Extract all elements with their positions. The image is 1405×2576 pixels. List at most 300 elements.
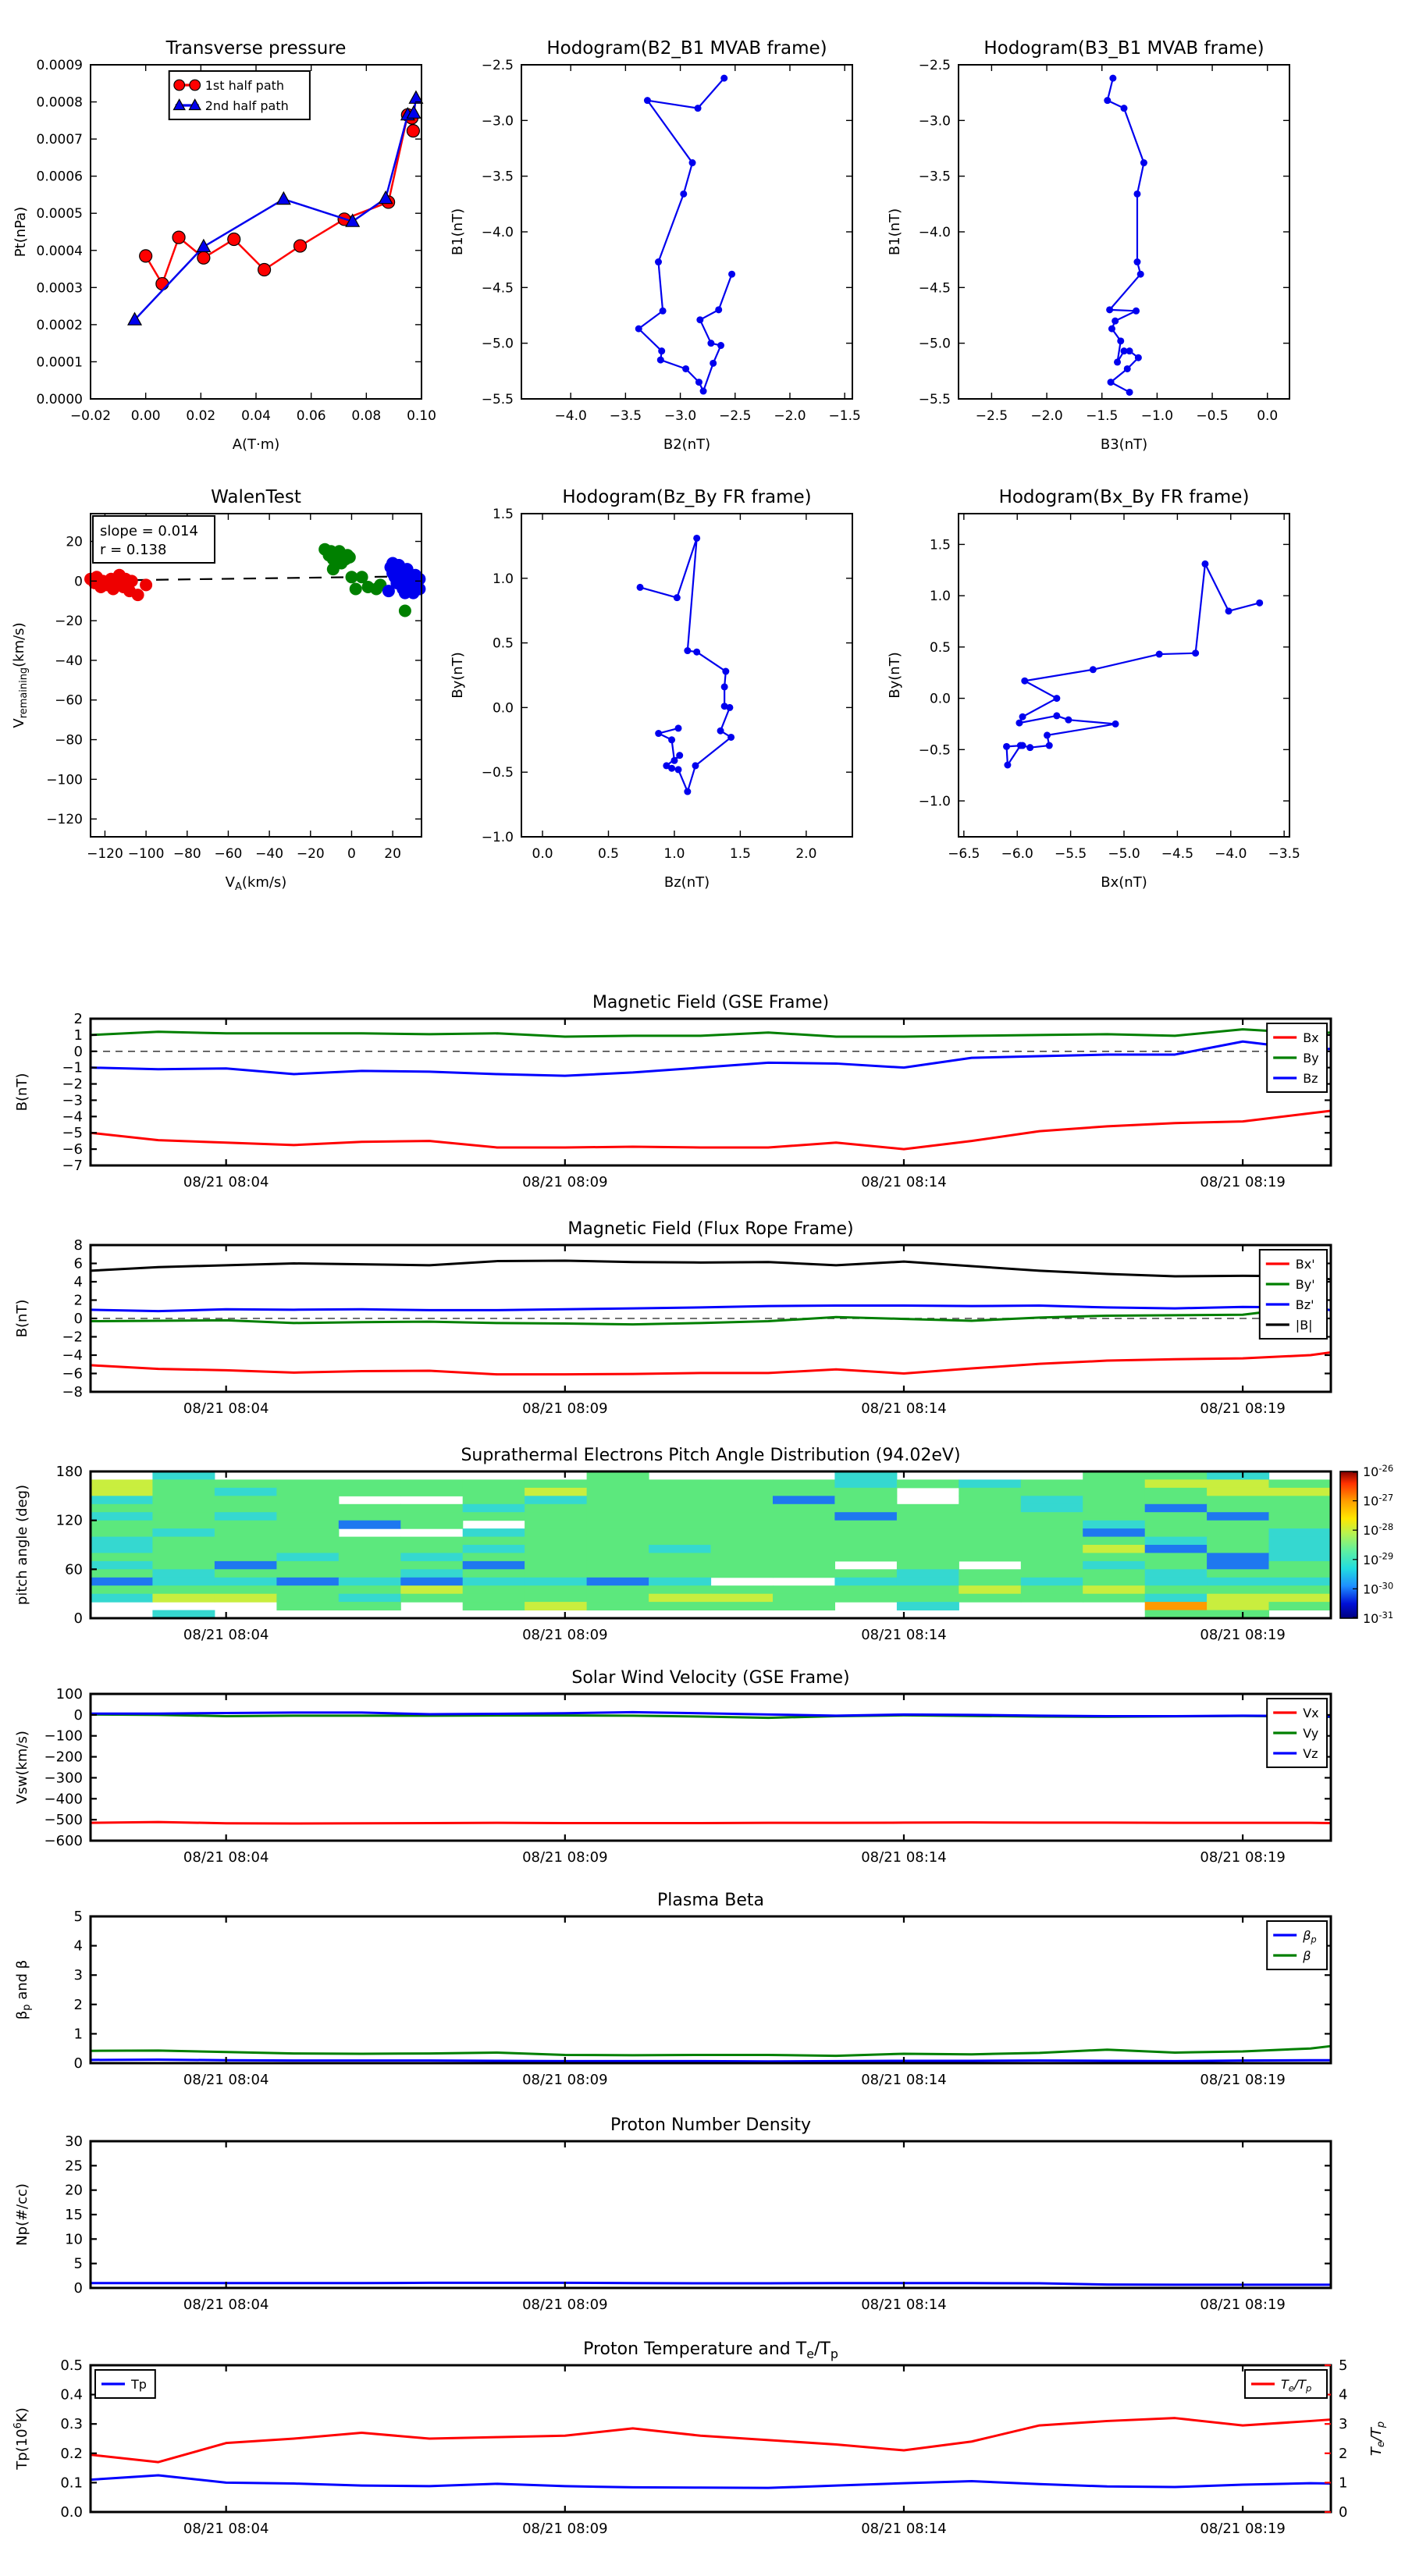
y-tick-label: −5.5	[481, 392, 514, 407]
data-marker	[655, 258, 662, 265]
y-axis-label: $V_{remaining}(km/s)$	[11, 622, 30, 728]
heatmap-cell	[834, 1578, 897, 1586]
y-tick-label: 0.0001	[36, 354, 83, 371]
heatmap-cell	[587, 1561, 649, 1570]
data-marker	[407, 125, 419, 137]
heatmap-cell	[525, 1521, 587, 1529]
x-tick-label: 08/21 08:04	[183, 2072, 269, 2088]
heatmap-cell	[1145, 1594, 1208, 1603]
x-tick-label: 08/21 08:19	[1200, 2072, 1286, 2088]
heatmap-cell	[525, 1504, 587, 1513]
heatmap-cell	[897, 1504, 959, 1513]
x-axis-label: A(T·m)	[232, 436, 280, 453]
x-tick-label: 1.0	[663, 846, 685, 862]
data-marker	[190, 80, 201, 91]
data-marker	[1053, 695, 1060, 702]
heatmap-cell	[463, 1528, 525, 1537]
heatmap-cell	[1207, 1504, 1269, 1513]
heatmap-cell	[1269, 1528, 1332, 1537]
data-marker	[721, 683, 728, 690]
heatmap-cell	[897, 1602, 959, 1610]
heatmap-cell	[152, 1504, 215, 1513]
heatmap-cell	[773, 1496, 835, 1504]
heatmap-cell	[587, 1594, 649, 1603]
heatmap-cell	[773, 1537, 835, 1546]
y-tick-label: 0.0	[929, 691, 951, 707]
x-tick-label: 08/21 08:09	[522, 1174, 608, 1190]
y-tick-label: −4	[62, 1108, 83, 1126]
heatmap-cell	[1021, 1585, 1083, 1594]
y-tick-label: 0.0005	[36, 206, 83, 222]
heatmap-cell	[276, 1504, 339, 1513]
data-marker	[228, 233, 240, 246]
data-marker	[689, 159, 696, 166]
chart-title: Hodogram(B3_B1 MVAB frame)	[984, 38, 1264, 59]
data-marker	[693, 535, 700, 542]
y-tick-label: 0.0003	[36, 280, 83, 297]
y-tick-label: −20	[55, 614, 83, 630]
y-tick-label: 25	[65, 2158, 83, 2175]
x-tick-label: −3.5	[609, 408, 642, 424]
heatmap-cell	[339, 1545, 401, 1553]
heatmap-cell	[152, 1545, 215, 1553]
heatmap-cell	[1145, 1569, 1208, 1578]
x-tick-label: −0.02	[69, 408, 112, 424]
x-tick-label: −1.5	[1086, 408, 1119, 424]
heatmap-cell	[1083, 1528, 1145, 1537]
x-tick-label: 0.5	[597, 846, 620, 862]
heatmap-cell	[1021, 1578, 1083, 1586]
data-marker	[1104, 97, 1111, 104]
legend-label: Vy	[1303, 1726, 1319, 1741]
heatmap-cell	[525, 1496, 587, 1504]
heatmap-cell	[400, 1585, 463, 1594]
heatmap-cell	[1021, 1537, 1083, 1546]
y-tick-label: −200	[44, 1749, 83, 1766]
y-tick-label: 0.0006	[36, 169, 83, 185]
legend-label: |B|	[1295, 1318, 1313, 1332]
heatmap-cell	[1021, 1553, 1083, 1561]
y-tick-label: −3	[62, 1092, 83, 1109]
heatmap-cell	[711, 1512, 774, 1521]
heatmap-cell	[959, 1496, 1021, 1504]
y-tick-label: 1.0	[929, 589, 951, 605]
y-tick-label: 0.2	[60, 2445, 83, 2462]
heatmap-cell	[152, 1569, 215, 1578]
heatmap-cell	[1269, 1545, 1332, 1553]
heatmap-cell	[897, 1578, 959, 1586]
y-tick-label: 0.0004	[36, 243, 83, 259]
heatmap-cell	[525, 1561, 587, 1570]
heatmap-cell	[897, 1553, 959, 1561]
x-axis-label: Bz(nT)	[663, 874, 710, 891]
data-marker	[715, 306, 722, 313]
y-tick-label: 3	[73, 1967, 83, 1984]
heatmap-cell	[400, 1545, 463, 1553]
x-tick-label: 08/21 08:19	[1200, 2297, 1286, 2313]
data-marker	[1112, 318, 1119, 325]
heatmap-cell	[215, 1569, 277, 1578]
heatmap-cell	[1021, 1569, 1083, 1578]
heatmap-cell	[525, 1602, 587, 1610]
y2-tick-label: 3	[1339, 2416, 1348, 2433]
heatmap-cell	[91, 1553, 153, 1561]
data-marker	[197, 251, 210, 264]
data-marker	[1156, 651, 1163, 658]
x-tick-label: −4.0	[1215, 846, 1247, 862]
heatmap-cell	[711, 1479, 774, 1488]
x-tick-label: 08/21 08:14	[861, 2521, 947, 2537]
heatmap-cell	[1021, 1521, 1083, 1529]
heatmap-cell	[1145, 1496, 1208, 1504]
data-marker	[668, 736, 675, 743]
heatmap-cell	[1021, 1488, 1083, 1496]
y-tick-label: 20	[66, 534, 83, 550]
heatmap-cell	[525, 1585, 587, 1594]
y-tick-label: 1	[73, 1026, 83, 1044]
y-tick-label: 0	[73, 1706, 83, 1724]
heatmap-cell	[834, 1496, 897, 1504]
heatmap-cell	[1207, 1561, 1269, 1570]
legend-label: β	[1303, 1948, 1311, 1963]
data-marker	[692, 762, 699, 769]
heatmap-cell	[339, 1504, 401, 1513]
heatmap-cell	[276, 1545, 339, 1553]
heatmap-cell	[1145, 1578, 1208, 1586]
heatmap-cell	[1269, 1512, 1332, 1521]
heatmap-cell	[711, 1553, 774, 1561]
heatmap-cell	[525, 1553, 587, 1561]
x-tick-label: −2.5	[719, 408, 752, 424]
chart-magnetic-field-flux-rope	[0, 1202, 1405, 1430]
y2-tick-label: 1	[1339, 2475, 1348, 2492]
data-marker	[1137, 271, 1144, 278]
heatmap-cell	[1269, 1521, 1332, 1529]
heatmap-cell	[525, 1569, 587, 1578]
y-tick-label: −3.0	[918, 113, 951, 130]
heatmap-cell	[463, 1504, 525, 1513]
data-marker	[663, 762, 670, 769]
data-marker	[294, 240, 307, 252]
colorbar-tick-label: $10^{-26}$	[1363, 1462, 1394, 1479]
data-marker	[1140, 159, 1147, 166]
x-tick-label: −3.5	[1268, 846, 1300, 862]
heatmap-cell	[1207, 1569, 1269, 1578]
scatter-point	[126, 575, 138, 587]
heatmap-cell	[959, 1479, 1021, 1488]
heatmap-cell	[649, 1578, 711, 1586]
y-tick-label: −600	[44, 1833, 83, 1849]
heatmap-cell	[339, 1578, 401, 1586]
heatmap-cell	[215, 1521, 277, 1529]
data-marker	[695, 105, 702, 112]
y-tick-label: 180	[55, 1464, 83, 1480]
heatmap-cell	[959, 1553, 1021, 1561]
data-marker	[1044, 731, 1051, 738]
heatmap-cell	[773, 1553, 835, 1561]
chart-magnetic-field-gse	[0, 976, 1405, 1204]
x-tick-label: 08/21 08:14	[861, 1849, 947, 1866]
data-marker	[1135, 354, 1142, 361]
y-tick-label: −1	[62, 1059, 83, 1076]
heatmap-cell	[525, 1545, 587, 1553]
data-marker	[726, 704, 733, 711]
heatmap-cell	[773, 1561, 835, 1570]
data-marker	[684, 788, 691, 795]
heatmap-cell	[276, 1553, 339, 1561]
x-tick-label: −2.5	[975, 408, 1008, 424]
x-tick-label: 08/21 08:04	[183, 1174, 269, 1190]
heatmap-cell	[339, 1594, 401, 1603]
x-tick-label: 08/21 08:04	[183, 1849, 269, 1866]
y2-tick-label: 0	[1339, 2504, 1348, 2521]
chart-title: Proton Number Density	[610, 2115, 811, 2135]
y-tick-label: 5	[73, 1909, 83, 1925]
data-marker	[675, 766, 682, 773]
heatmap-cell	[339, 1602, 401, 1610]
heatmap-cell	[463, 1545, 525, 1553]
data-marker	[1126, 389, 1133, 396]
heatmap-cell	[834, 1504, 897, 1513]
x-tick-label: −1.0	[1140, 408, 1174, 424]
heatmap-cell	[834, 1585, 897, 1594]
data-marker	[710, 360, 717, 367]
heatmap-cell	[1269, 1578, 1332, 1586]
heatmap-cell	[339, 1569, 401, 1578]
heatmap-cell	[1083, 1594, 1145, 1603]
y-tick-label: 0.5	[60, 2357, 83, 2374]
heatmap-cell	[1145, 1561, 1208, 1570]
x-tick-label: −6.5	[948, 846, 980, 862]
y-tick-label: 0.5	[929, 639, 951, 656]
heatmap-cell	[711, 1488, 774, 1496]
chart-title: Transverse pressure	[165, 38, 347, 59]
heatmap-cell	[400, 1578, 463, 1586]
x-tick-label: 08/21 08:19	[1200, 1400, 1286, 1417]
data-marker	[1192, 649, 1199, 656]
heatmap-cell	[276, 1496, 339, 1504]
heatmap-cell	[215, 1528, 277, 1537]
heatmap-cell	[525, 1488, 587, 1496]
y-tick-label: 120	[55, 1512, 83, 1529]
heatmap-cell	[400, 1521, 463, 1529]
heatmap-cell	[587, 1471, 649, 1480]
data-marker	[695, 379, 702, 386]
data-marker	[693, 649, 700, 656]
heatmap-cell	[400, 1594, 463, 1603]
x-tick-label: −20	[296, 846, 325, 862]
y2-axis-label: $T_e/T_p$	[1368, 2421, 1387, 2457]
heatmap-cell	[276, 1512, 339, 1521]
heatmap-cell	[1083, 1488, 1145, 1496]
heatmap-cell	[339, 1479, 401, 1488]
heatmap-cell	[276, 1602, 339, 1610]
heatmap-cell	[711, 1545, 774, 1553]
y-tick-label: 0	[73, 2055, 83, 2072]
heatmap-cell	[711, 1528, 774, 1537]
x-tick-label: −6.0	[1001, 846, 1033, 862]
heatmap-cell	[152, 1553, 215, 1561]
heatmap-cell	[587, 1521, 649, 1529]
heatmap-cell	[711, 1521, 774, 1529]
heatmap-cell	[1083, 1569, 1145, 1578]
heatmap-cell	[649, 1602, 711, 1610]
x-tick-label: 20	[384, 846, 401, 862]
y-tick-label: −1.0	[918, 794, 951, 809]
heatmap-cell	[1145, 1479, 1208, 1488]
data-marker	[197, 240, 210, 252]
axes-frame	[91, 1916, 1331, 2063]
y-tick-label: 2	[73, 1011, 83, 1027]
data-marker	[722, 668, 729, 675]
heatmap-cell	[1021, 1594, 1083, 1603]
data-marker	[1108, 379, 1115, 386]
heatmap-cell	[959, 1528, 1021, 1537]
data-marker	[1090, 666, 1097, 673]
data-marker	[676, 752, 683, 759]
heatmap-cell	[1083, 1578, 1145, 1586]
heatmap-cell	[959, 1521, 1021, 1529]
data-marker	[140, 250, 152, 262]
heatmap-cell	[773, 1488, 835, 1496]
chart-title: Hodogram(Bx_By FR frame)	[998, 487, 1250, 507]
heatmap-cell	[897, 1479, 959, 1488]
heatmap-cell	[525, 1594, 587, 1603]
data-marker	[1117, 337, 1124, 344]
heatmap-cell	[463, 1585, 525, 1594]
heatmap-cell	[897, 1569, 959, 1578]
heatmap-cell	[1207, 1594, 1269, 1603]
chart-title: Suprathermal Electrons Pitch Angle Distribution (94.02eV)	[461, 1446, 961, 1465]
heatmap-cell	[649, 1488, 711, 1496]
y-tick-label: 100	[55, 1686, 83, 1703]
y-axis-label: Np(#/cc)	[14, 2183, 30, 2246]
y-tick-label: −2.5	[481, 58, 514, 73]
heatmap-cell	[1083, 1471, 1145, 1480]
heatmap-cell	[587, 1569, 649, 1578]
y-tick-label: 0.1	[60, 2475, 83, 2492]
colorbar-tick-label: $10^{-29}$	[1363, 1550, 1394, 1567]
heatmap-cell	[215, 1578, 277, 1586]
data-marker	[682, 365, 689, 372]
heatmap-cell	[400, 1479, 463, 1488]
heatmap-cell	[1269, 1594, 1332, 1603]
heatmap-cell	[276, 1521, 339, 1529]
data-marker	[675, 724, 682, 731]
x-tick-label: 0.08	[351, 408, 382, 424]
y-axis-label: $Tp(10^6K)$	[12, 2407, 30, 2470]
data-marker	[1019, 713, 1026, 720]
y-tick-label: 0	[73, 1311, 83, 1327]
heatmap-cell	[91, 1594, 153, 1603]
heatmap-cell	[215, 1585, 277, 1594]
y-tick-label: 4	[73, 1274, 83, 1290]
chart-title: Magnetic Field (Flux Rope Frame)	[567, 1219, 854, 1239]
chart-title: Proton Temperature and $T_e/T_p$	[583, 2339, 838, 2361]
legend-label: Bx'	[1295, 1257, 1315, 1272]
y-axis-label: pitch angle (deg)	[14, 1484, 30, 1606]
heatmap-cell	[339, 1585, 401, 1594]
scatter-point	[399, 605, 411, 617]
y-tick-label: −4.0	[918, 225, 951, 240]
heatmap-cell	[773, 1512, 835, 1521]
heatmap-cell	[1145, 1521, 1208, 1529]
x-tick-label: 08/21 08:09	[522, 2521, 608, 2537]
x-axis-label: $V_A(km/s)$	[225, 874, 287, 893]
heatmap-cell	[152, 1578, 215, 1586]
heatmap-cell	[276, 1594, 339, 1603]
data-marker	[658, 347, 665, 354]
chart-proton-temperature	[0, 2322, 1405, 2550]
heatmap-cell	[91, 1479, 153, 1488]
heatmap-cell	[1269, 1561, 1332, 1570]
y-tick-label: −60	[55, 692, 83, 709]
y-tick-label: 60	[65, 1561, 83, 1578]
heatmap-cell	[897, 1594, 959, 1603]
heatmap-cell	[1207, 1585, 1269, 1594]
x-tick-label: 0.04	[241, 408, 271, 424]
y-axis-label: B1(nT)	[887, 208, 903, 256]
data-marker	[1053, 712, 1060, 719]
heatmap-cell	[400, 1537, 463, 1546]
legend-label: Vx	[1303, 1706, 1319, 1720]
y-tick-label: −3.5	[481, 169, 514, 185]
y-axis-label: B1(nT)	[450, 208, 466, 256]
data-marker	[1133, 190, 1140, 197]
heatmap-cell	[1269, 1479, 1332, 1488]
data-marker	[173, 231, 185, 244]
heatmap-cell	[339, 1561, 401, 1570]
heatmap-cell	[91, 1561, 153, 1570]
data-marker	[696, 316, 703, 323]
x-tick-label: 08/21 08:04	[183, 2521, 269, 2537]
heatmap-cell	[1145, 1528, 1208, 1537]
annotation-line: slope = 0.014	[100, 523, 198, 539]
heatmap-cell	[587, 1602, 649, 1610]
heatmap-cell	[897, 1528, 959, 1537]
scatter-point	[413, 583, 425, 596]
x-tick-label: 0.00	[130, 408, 161, 424]
heatmap-cell	[152, 1585, 215, 1594]
heatmap-cell	[587, 1528, 649, 1537]
heatmap-cell	[649, 1537, 711, 1546]
data-marker	[700, 388, 707, 395]
heatmap-cell	[91, 1545, 153, 1553]
heatmap-cell	[587, 1479, 649, 1488]
data-marker	[1124, 365, 1131, 372]
heatmap-cell	[773, 1479, 835, 1488]
x-axis-label: Bx(nT)	[1101, 874, 1147, 891]
y-tick-label: −6	[62, 1141, 83, 1158]
heatmap-cell	[1269, 1537, 1332, 1546]
colorbar-tick-label: $10^{-30}$	[1363, 1580, 1394, 1597]
scatter-point	[140, 578, 152, 591]
legend-label: By'	[1295, 1277, 1315, 1292]
data-marker	[727, 734, 735, 741]
heatmap-cell	[1207, 1553, 1269, 1561]
legend-label: $\beta_p$	[1303, 1928, 1317, 1945]
heatmap-cell	[1207, 1488, 1269, 1496]
y-tick-label: 0.0000	[36, 392, 83, 407]
x-tick-label: 08/21 08:04	[183, 1400, 269, 1417]
y-tick-label: −3.0	[481, 113, 514, 130]
y-tick-label: −40	[55, 653, 83, 669]
data-marker	[1114, 358, 1121, 365]
colorbar-tick-label: $10^{-28}$	[1363, 1521, 1394, 1539]
heatmap-cell	[1207, 1521, 1269, 1529]
chart-hodogram-b3-b1	[868, 12, 1341, 466]
scatter-point	[132, 589, 144, 601]
